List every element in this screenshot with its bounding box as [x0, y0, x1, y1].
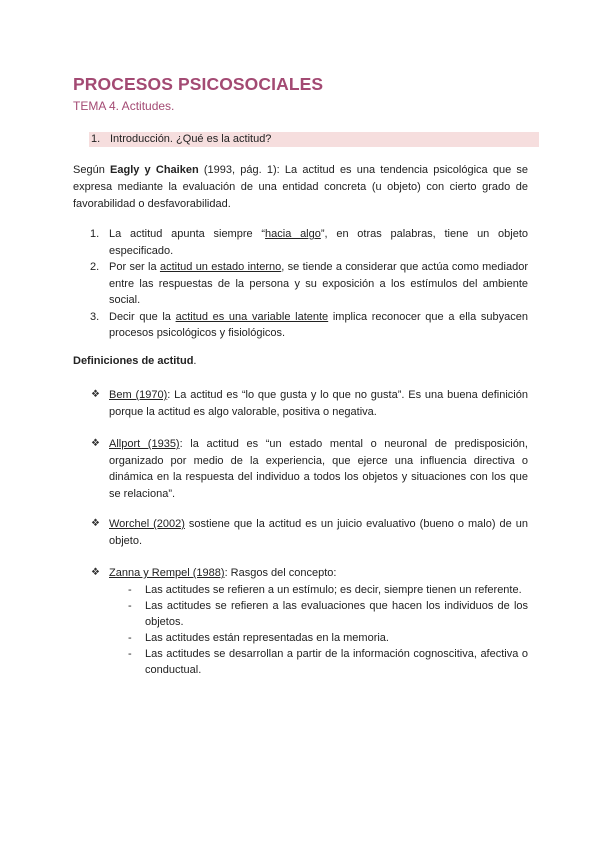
definitions-heading — [73, 355, 196, 367]
diamond-bullet-icon: ❖ — [91, 567, 100, 578]
definition-author: Zanna y Rempel (1988) — [109, 567, 225, 579]
trait-item — [128, 582, 528, 598]
trait-text: Las actitudes están representadas en la memoria. — [145, 631, 389, 644]
section-number: 1. — [91, 133, 101, 145]
section-heading — [89, 132, 539, 147]
item-text: Decir que la — [109, 310, 176, 323]
definition-text: : la actitud es “un estado mental o neuronal de predisposición, organizado por medio de la experiencia, que ejerce una influencia directiva o dinámica en la respuesta del individuo a todos los objetos y situaciones con los que se relaciona”. — [109, 438, 528, 500]
item-text: implica reconocer que a ella subyacen procesos psicológicos y fisiológicos. — [109, 310, 528, 339]
item-number: 2. — [90, 261, 100, 273]
item-text: Por ser la — [109, 261, 160, 273]
definition-author: Worchel (2002) — [109, 518, 185, 530]
item-number: 1. — [90, 228, 100, 240]
definitions-heading-text: Definiciones de actitud — [73, 355, 194, 367]
trait-text: Las actitudes se refieren a las evaluaciones que hacen los individuos de los objetos. — [145, 599, 528, 628]
definition-text: : Rasgos del concepto: — [224, 567, 337, 579]
traits-list — [128, 582, 528, 678]
list-item — [73, 259, 528, 309]
document-subtitle: TEMA 4. Actitudes. — [73, 99, 175, 113]
item-text: , se tiende a considerar que actúa como mediador entre las respuestas de la persona y su exposición a los estímulos del ambiente social. — [109, 261, 528, 306]
definition-item — [91, 565, 528, 678]
definition-author: Allport (1935) — [109, 438, 180, 450]
dash-bullet-icon: - — [128, 631, 132, 644]
definition-text: sostiene que la actitud es un juicio evaluativo (bueno o malo) de un objeto. — [109, 518, 528, 547]
trait-text: Las actitudes se desarrollan a partir de la información cognoscitiva, afectiva o conductual. — [145, 647, 528, 676]
definition-allport — [91, 436, 528, 502]
diamond-bullet-icon: ❖ — [91, 389, 100, 400]
list-item — [73, 226, 528, 259]
list-item — [73, 309, 528, 342]
dash-bullet-icon: - — [128, 647, 132, 660]
definition-worchel — [91, 516, 528, 549]
trait-item — [128, 630, 528, 646]
definition-text: : La actitud es “lo que gusta y lo que no gusta”. Es una buena definición porque la actitud es algo valorable, positiva o negativa. — [109, 389, 528, 418]
definition-bem — [91, 387, 528, 420]
intro-paragraph — [73, 162, 528, 213]
intro-authors: Eagly y Chaiken — [110, 164, 199, 176]
definition-item — [91, 516, 528, 549]
definition-item — [91, 387, 528, 420]
document-title: PROCESOS PSICOSOCIALES — [73, 74, 324, 94]
diamond-bullet-icon: ❖ — [91, 518, 100, 529]
item-text: La actitud apunta siempre “ — [109, 228, 266, 240]
item-number: 3. — [90, 310, 100, 323]
dash-bullet-icon: - — [128, 583, 132, 596]
diamond-bullet-icon: ❖ — [91, 438, 100, 449]
item-underlined: hacia algo — [265, 228, 321, 240]
trait-item — [128, 598, 528, 630]
item-text: ”, en otras palabras, tiene un objeto especificado. — [109, 228, 529, 257]
definition-author: Bem (1970) — [109, 389, 168, 401]
item-underlined: actitud un estado interno — [159, 261, 282, 273]
trait-item — [128, 646, 528, 678]
definition-item — [91, 436, 528, 502]
definition-zanna-rempel — [91, 565, 528, 678]
trait-text: Las actitudes se refieren a un estímulo; es decir, siempre tienen un referente. — [145, 583, 522, 596]
section-label: Introducción. ¿Qué es la actitud? — [110, 133, 272, 145]
intro-rest: (1993, pág. 1): La actitud es una tendencia psicológica que se expresa mediante la evaluación de una entidad concreta (u objeto) con cierto grado de favorabilidad o desfavorabilidad. — [73, 164, 528, 210]
numbered-list — [73, 226, 528, 342]
definitions-heading-dot: . — [193, 355, 197, 367]
item-underlined: actitud es una variable latente — [175, 310, 329, 323]
intro-pre: Según — [73, 164, 111, 176]
dash-bullet-icon: - — [128, 599, 132, 612]
